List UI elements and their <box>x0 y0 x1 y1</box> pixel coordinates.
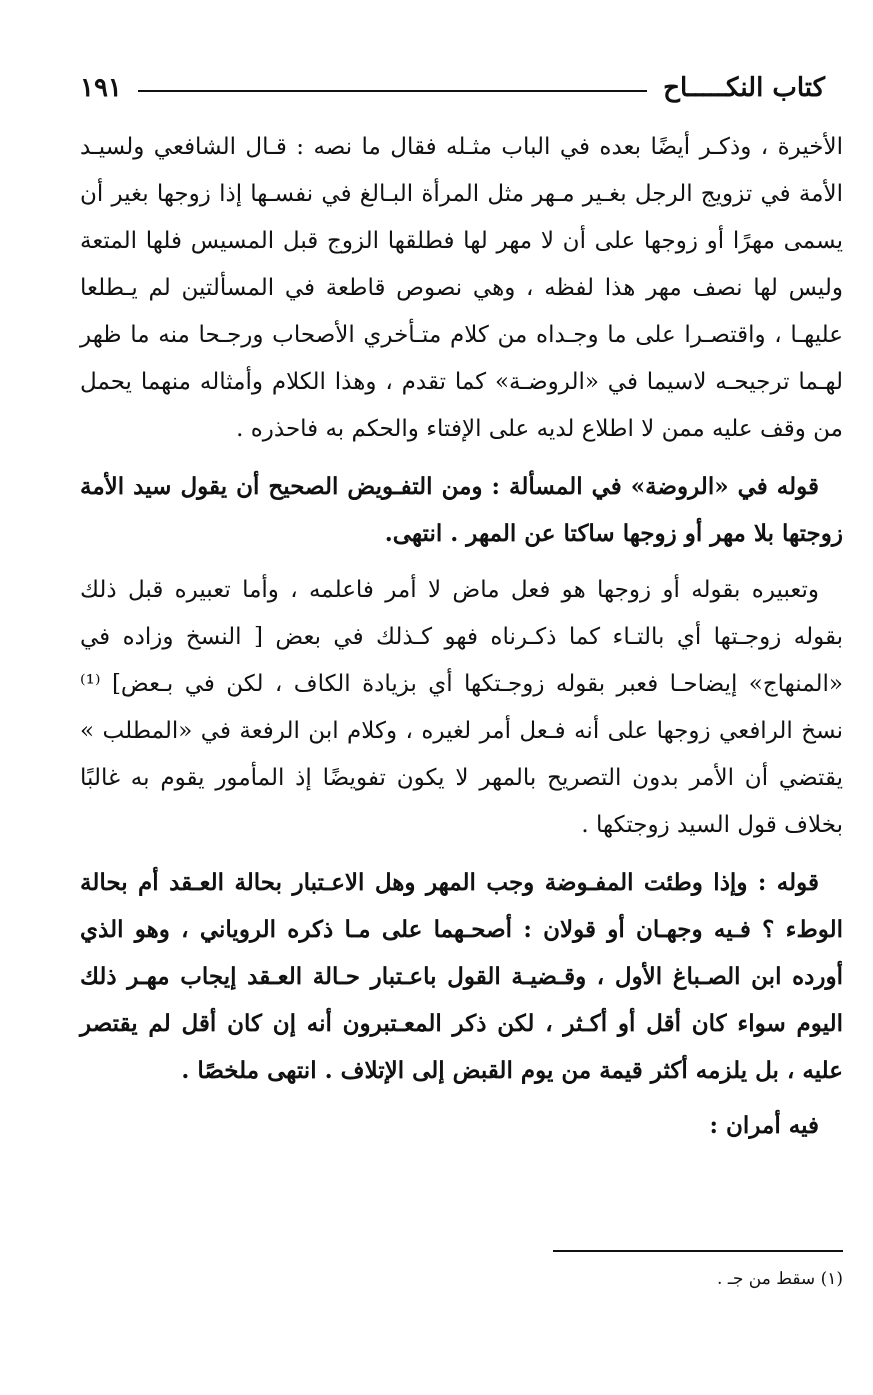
paragraph-continuation: الأخيرة ، وذكـر أيضًا بعده في الباب مثـله فقال ما نصه : قـال الشافعي ولسيـد الأمة في تزويج الرجل بغـير مـهر مثل المرأة البـالغ في نفسـها إذا زوجها بغير أن يسمى مهرًا أو زوجها على أن لا مهر لها فطلقها الزوج قبل المسيس فلها المتعة وليس لها نصف مهر هذا لفظه ، وهي نصوص قاطعة في المسألتين لم يـطلعا عليهـا ، واقتصـرا على ما وجـداه من كلام متـأخري الأصحاب ورجـحا منه ما ظهر لهـما ترجيحـه لاسيما في «الروضـة» كما تقدم ، وهذا الكلام وأمثاله منهما يحمل من وقف عليه ممن لا اطلاع لديه على الإفتاء والحكم به فاحذره . <box>80 134 843 442</box>
section-lead: فيه أمران : <box>709 1112 819 1139</box>
running-header <box>80 68 825 108</box>
footnote: (١) سقط من جـ . <box>717 1269 843 1289</box>
running-title: كتاب النكـــــاح <box>663 73 825 103</box>
main-text <box>80 124 843 1149</box>
footnote-divider <box>553 1250 843 1252</box>
paragraph-commentary: وتعبيره بقوله أو زوجها هو فعل ماض لا أمر فاعلمه ، وأما تعبيره قبل ذلك بقوله زوجـتها أي بالتـاء كما ذكـرناه فهو كـذلك في بعض [ النسخ وزاده في «المنهاج» إيضاحـا فعبر بقوله زوجـتكها أي بزيادة الكاف ، لكن في بـعض] ⁽¹⁾ نسخ الرافعي زوجها على أنه فـعل أمر لغيره ، وكلام ابن الرفعة في «المطلب » يقتضي أن الأمر بدون التصريح بالمهر لا يكون تفويضًا إذ المأمور يقوم به غالبًا بخلاف قول السيد زوجتكها . <box>80 577 843 838</box>
quoted-statement-rawda: قوله في «الروضة» في المسألة : ومن التفـويض الصحيح أن يقول سيد الأمة زوجتها بلا مهر أو زوجها ساكتا عن المهر . انتهى. <box>80 473 843 547</box>
quoted-statement-mufawwada: قوله : وإذا وطئت المفـوضة وجب المهر وهل الاعـتبار بحالة العـقد أم بحالة الوطء ؟ فـيه وجهـان أو قولان : أصحـهما على مـا ذكره الروياني ، وهو الذي أورده ابن الصـباغ الأول ، وقـضيـة القول باعـتبار حـالة العـقد إيجاب مهـر ذلك اليوم سواء كان أقل أو أكـثر ، لكن ذكر المعـتبرون أنه إن كان أقل لم يقتصر عليه ، بل يلزمه أكثر قيمة من يوم القبض إلى الإتلاف . انتهى ملخصًا . <box>80 869 843 1084</box>
header-rule <box>138 90 647 92</box>
page-number: ١٩١ <box>80 73 122 103</box>
